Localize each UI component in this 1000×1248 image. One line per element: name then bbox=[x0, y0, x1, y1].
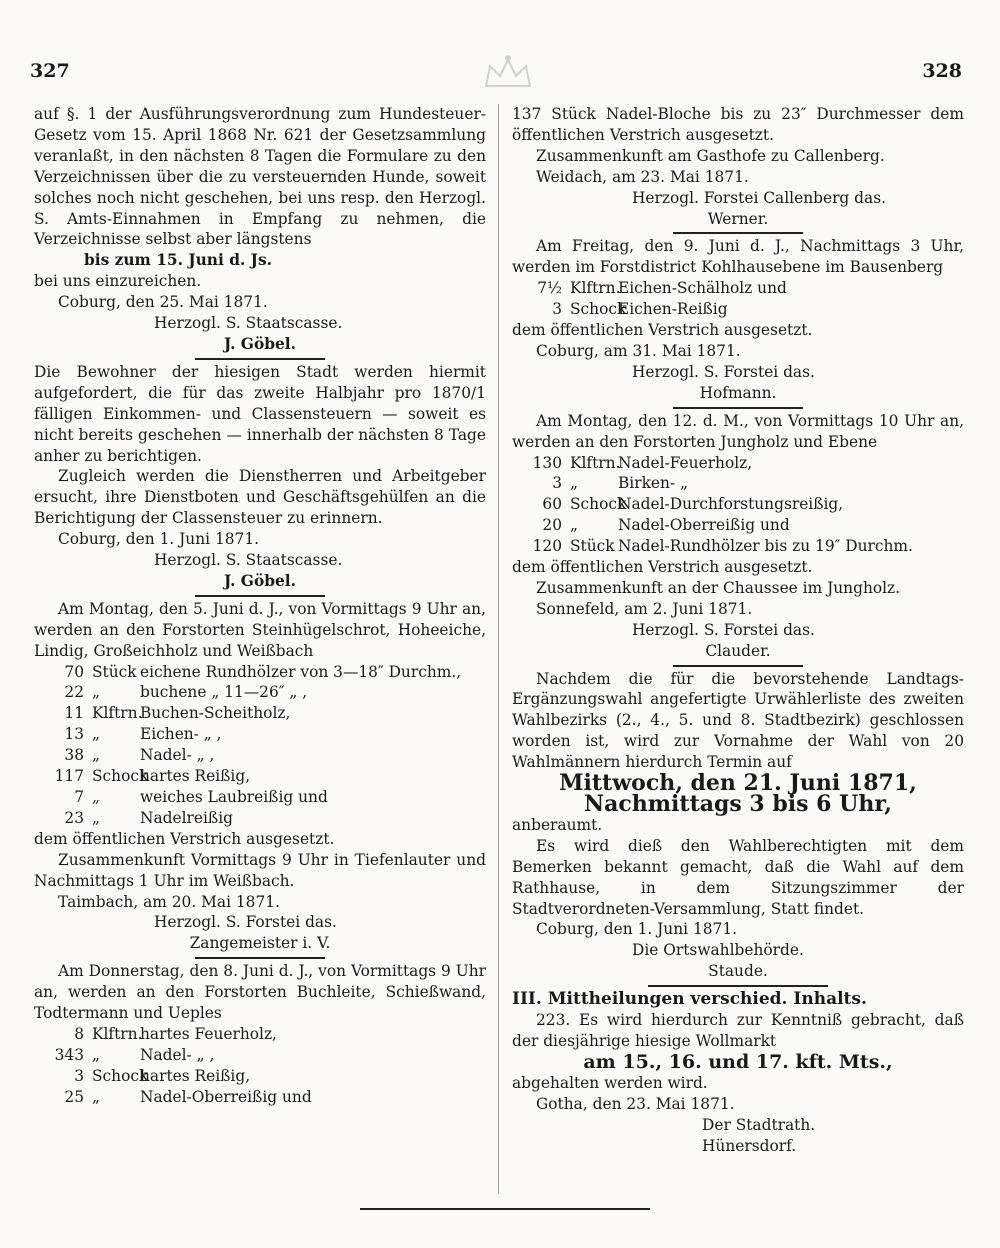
bausenberg-items bbox=[512, 278, 964, 320]
list-item: 20 „ Nadel-Oberreißig und bbox=[542, 516, 790, 535]
notice-election-text-3: Es wird dieß den Wahlberechtigten mit dem Bemerken bekannt gemacht, daß die Wahl auf dem Rathhause, in dem Sitzungszimmer der Stadtverordneten-Versammlung, Statt findet. bbox=[512, 836, 964, 918]
divider bbox=[673, 665, 803, 667]
notice-wood-auction-1-office: Herzogl. S. Forstei das. bbox=[154, 913, 337, 932]
notice-jungholz-office: Herzogl. S. Forstei das. bbox=[632, 620, 815, 639]
divider bbox=[195, 595, 325, 597]
notice-wool-market-place-date: Gotha, den 23. Mai 1871. bbox=[536, 1094, 735, 1113]
notice-election-text: Nachdem die für die bevorstehende Landtags-Ergänzungswahl angefertigte Urwählerliste des zweiten Wahlbezirks (2., 4., 5. und 8. Stadtbezirk) geschlossen worden ist, wird zur Vornahme der Wahl von 20 Wahlmännern hierdurch Termin auf bbox=[512, 669, 964, 772]
notice-bausenberg-text-2: dem öffentlichen Verstrich ausgesetzt. bbox=[512, 321, 813, 340]
list-item: 8 Klftrn. hartes Feuerholz, bbox=[74, 1024, 277, 1043]
notice-wood-auction-1-place-date: Taimbach, am 20. Mai 1871. bbox=[58, 892, 280, 911]
notice-bloche-name: Werner. bbox=[707, 209, 769, 228]
bottom-rule bbox=[360, 1208, 650, 1210]
notice-dog-tax-place-date: Coburg, den 25. Mai 1871. bbox=[58, 293, 268, 312]
notice-dog-tax-deadline-2: bei uns einzureichen. bbox=[34, 272, 202, 291]
notice-jungholz-text: Am Montag, den 12. d. M., von Vormittags 10 Uhr an, werden an den Forstorten Jungholz und Ebene bbox=[512, 411, 964, 451]
list-item: 7 „ weiches Laubreißig und bbox=[74, 788, 328, 806]
notice-bausenberg-text: Am Freitag, den 9. Juni d. J., Nachmittags 3 Uhr, werden im Forstdistrict Kohlhausebene im Bausenberg bbox=[512, 237, 964, 277]
notice-wood-auction-1-name: Zangemeister i. V. bbox=[189, 934, 331, 953]
list-item: 38 „ Nadel- „ , bbox=[64, 746, 215, 765]
notice-wool-market-dates: am 15., 16. und 17. kft. Mts., bbox=[583, 1050, 893, 1073]
notice-dog-tax-deadline: bis zum 15. Juni d. Js. bbox=[84, 251, 272, 270]
notice-class-tax-place-date: Coburg, den 1. Juni 1871. bbox=[58, 530, 260, 549]
notice-dog-tax-office: Herzogl. S. Staatscasse. bbox=[154, 314, 343, 333]
notice-election-text-2: anberaumt. bbox=[512, 815, 603, 834]
list-item: 25 „ Nadel-Oberreißig und bbox=[64, 1087, 312, 1106]
page-number-right: 328 bbox=[922, 60, 962, 82]
list-item: 60 Schock Nadel-Durchforstungsreißig, bbox=[542, 495, 844, 514]
notice-jungholz-text-2: dem öffentlichen Verstrich ausgesetzt. bbox=[512, 558, 813, 577]
notice-wool-market-text: 223. Es wird hierdurch zur Kenntniß gebracht, daß der diesjährige hiesige Wollmarkt bbox=[512, 1011, 964, 1050]
notice-election-office: Die Ortswahlbehörde. bbox=[632, 941, 804, 960]
right-column bbox=[512, 104, 964, 1156]
left-column bbox=[34, 104, 486, 1108]
crown-emblem bbox=[478, 52, 538, 92]
list-item: 70 Stück eichene Rundhölzer von 3—18″ Durchm., bbox=[64, 662, 462, 681]
notice-bloche-text-2: Zusammenkunft am Gasthofe zu Callenberg. bbox=[536, 146, 885, 165]
section-heading-iii: III. Mittheilungen verschied. Inhalts. bbox=[512, 989, 867, 1010]
wood-auction-1-items bbox=[34, 662, 486, 829]
notice-bloche-office: Herzogl. Forstei Callenberg das. bbox=[632, 188, 886, 207]
notice-bloche-text: 137 Stück Nadel-Bloche bis zu 23″ Durchmesser dem öffentlichen Verstrich ausgesetzt. bbox=[512, 105, 964, 144]
notice-wood-auction-1-text-3: Zusammenkunft Vormittags 9 Uhr in Tiefenlauter und Nachmittags 1 Uhr im Weißbach. bbox=[34, 850, 486, 890]
notice-bausenberg-office: Herzogl. S. Forstei das. bbox=[632, 362, 815, 381]
notice-wood-auction-2-text: Am Donnerstag, den 8. Juni d. J., von Vormittags 9 Uhr an, werden an den Forstorten Buchleite, Schießwand, Todtermann und Ueples bbox=[34, 962, 486, 1023]
list-item: 11 Klftrn. Buchen-Scheitholz, bbox=[64, 704, 291, 723]
list-item: 120 Stück Nadel-Rundhölzer bis zu 19″ Durchm. bbox=[532, 537, 913, 556]
list-item: 22 „ buchene „ 11—26″ „ , bbox=[64, 683, 308, 702]
notice-bausenberg-place-date: Coburg, am 31. Mai 1871. bbox=[536, 341, 741, 360]
notice-dog-tax-text: auf §. 1 der Ausführungsverordnung zum Hundesteuer-Gesetz vom 15. April 1868 Nr. 621 der Gesetzsammlung veranlaßt, in den nächsten 8 Tagen die Formulare zu den Verzeichnissen über die zu versteuernden Hunde, soweit solches noch nicht geschehen, bei uns resp. den Herzogl. S. Amts-Einnahmen in Empfang zu nehmen, die Verzeichnisse selbst aber längstens bbox=[34, 105, 486, 249]
notice-jungholz-place-date: Sonnefeld, am 2. Juni 1871. bbox=[536, 599, 753, 618]
notice-dog-tax-name: J. Göbel. bbox=[224, 334, 296, 353]
notice-election-date-1: Mittwoch, den 21. Juni 1871, bbox=[559, 770, 917, 797]
notice-class-tax-text-2: Zugleich werden die Dienstherren und Arbeitgeber ersucht, ihre Dienstboten und Geschäftsgehülfen an die Berichtigung der Classensteuer zu erinnern. bbox=[34, 467, 486, 528]
column-divider bbox=[498, 104, 499, 1194]
list-item: 3 „ Birken- „ bbox=[552, 474, 689, 493]
list-item: 3 Schock hartes Reißig, bbox=[74, 1066, 251, 1085]
notice-wool-market-name: Hünersdorf. bbox=[702, 1136, 797, 1155]
wood-auction-2-items bbox=[34, 1024, 486, 1108]
notice-wood-auction-1-text: Am Montag, den 5. Juni d. J., von Vormittags 9 Uhr an, werden an den Forstorten Steinhügelschrot, Hoheeiche, Lindig, Großeichholz und Weißbach bbox=[34, 599, 486, 660]
list-item: 117 Schock hartes Reißig, bbox=[54, 767, 251, 786]
list-item: 23 „ Nadelreißig bbox=[64, 808, 233, 827]
list-item: 343 „ Nadel- „ , bbox=[54, 1045, 215, 1064]
notice-wool-market-office: Der Stadtrath. bbox=[702, 1115, 816, 1134]
divider bbox=[195, 957, 325, 959]
notice-wool-market-text-2: abgehalten werden wird. bbox=[512, 1073, 708, 1092]
divider bbox=[195, 358, 325, 360]
notice-class-tax-office: Herzogl. S. Staatscasse. bbox=[154, 551, 343, 570]
notice-bloche-place-date: Weidach, am 23. Mai 1871. bbox=[536, 167, 749, 186]
notice-jungholz-name: Clauder. bbox=[705, 641, 771, 660]
jungholz-items bbox=[512, 453, 964, 558]
notice-class-tax-text: Die Bewohner der hiesigen Stadt werden hiermit aufgefordert, die für das zweite Halbjahr pro 1870/1 fälligen Einkommen- und Classensteuern — soweit es nicht bereits geschehen — innerhalb der nächsten 8 Tage anher zu berichtigen. bbox=[34, 362, 486, 465]
notice-wood-auction-1-text-2: dem öffentlichen Verstrich ausgesetzt. bbox=[34, 829, 335, 848]
notice-class-tax-name: J. Göbel. bbox=[224, 571, 296, 590]
divider bbox=[648, 985, 828, 987]
list-item: 130 Klftrn. Nadel-Feuerholz, bbox=[532, 453, 753, 472]
page-number-left: 327 bbox=[30, 60, 70, 82]
list-item: 7½ Klftrn. Eichen-Schälholz und bbox=[537, 279, 787, 298]
divider bbox=[673, 232, 803, 234]
divider bbox=[673, 407, 803, 409]
notice-jungholz-text-3: Zusammenkunft an der Chaussee im Jungholz. bbox=[536, 578, 901, 597]
notice-election-date-2: Nachmittags 3 bis 6 Uhr, bbox=[584, 791, 892, 817]
notice-election-place-date: Coburg, den 1. Juni 1871. bbox=[536, 920, 738, 939]
list-item: 13 „ Eichen- „ , bbox=[64, 725, 222, 744]
notice-bausenberg-name: Hofmann. bbox=[699, 383, 777, 402]
list-item: 3 Schock Eichen-Reißig bbox=[552, 300, 728, 319]
notice-election-name: Staude. bbox=[708, 962, 768, 981]
